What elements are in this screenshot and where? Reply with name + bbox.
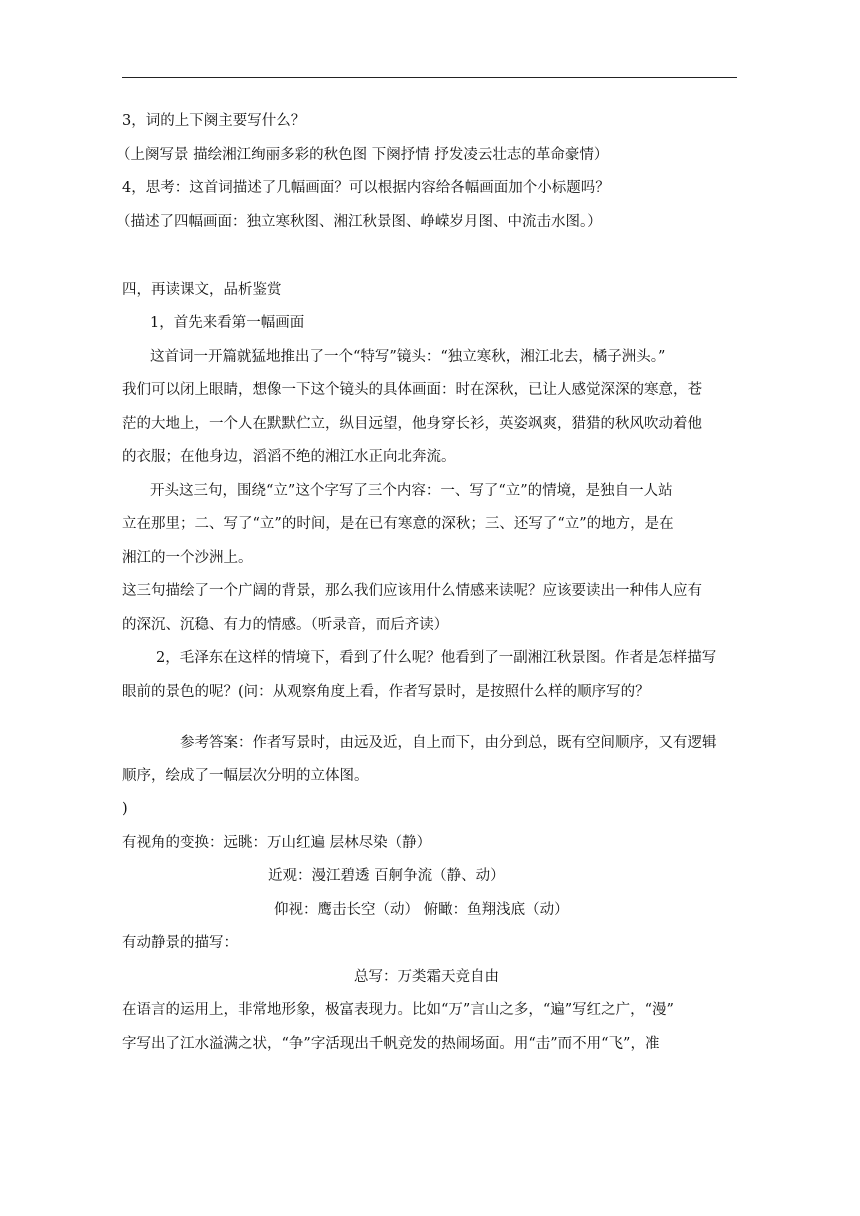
paragraph-line: 茫的大地上，一个人在默默伫立，纵目远望，他身穿长衫，英姿飒爽，猎猎的秋风吹动着他 bbox=[122, 416, 702, 432]
subheading-1: 1，首先来看第一幅画面 bbox=[150, 315, 305, 331]
reference-answer: 参考答案：作者写景时，由远及近，自上而下，由分到总，既有空间顺序，又有逻辑 bbox=[180, 735, 717, 751]
perspective-line: 仰视：鹰击长空（动） 俯瞰：鱼翔浅底（动） bbox=[274, 902, 569, 918]
paragraph-line: 有动静景的描写： bbox=[122, 935, 238, 951]
paragraph-line: 字写出了江水溢满之状，“争”字活现出千帆竞发的热闹场面。用“击”而不用“飞”，准 bbox=[122, 1036, 660, 1052]
paragraph-line: 2，毛泽东在这样的情境下，看到了什么呢？他看到了一副湘江秋景图。作者是怎样描写 bbox=[156, 650, 717, 666]
paragraph-line: 这首词一开篇就猛地推出了一个“特写”镜头：“独立寒秋，湘江北去，橘子洲头。” bbox=[150, 349, 666, 365]
answer-4: （描述了四幅画面：独立寒秋图、湘江秋景图、峥嵘岁月图、中流击水图。） bbox=[116, 214, 602, 230]
paragraph-line: 开头这三句，围绕“立”这个字写了三个内容：一、写了“立”的情境，是独自一人站 bbox=[150, 483, 673, 499]
question-4: 4，思考：这首词描述了几幅画面？可以根据内容给各幅画面加个小标题吗？ bbox=[122, 180, 610, 196]
question-3: 3，词的上下阕主要写什么？ bbox=[122, 113, 306, 129]
paragraph-line: 我们可以闭上眼睛，想像一下这个镜头的具体画面：时在深秋，已让人感觉深深的寒意，苍 bbox=[122, 382, 702, 398]
perspective-line: 有视角的变换：远眺：万山红遍 层林尽染（静） bbox=[122, 835, 432, 851]
summary-line: 总写：万类霜天竞自由 bbox=[354, 969, 499, 985]
paragraph-line: 的深沉、沉稳、有力的情感。（听录音，而后齐读） bbox=[122, 617, 449, 633]
paragraph-line: 的衣服；在他身边，滔滔不绝的湘江水正向北奔流。 bbox=[122, 449, 456, 465]
paragraph-line: 立在那里；二、写了“立”的时间，是在已有寒意的深秋；三、还写了“立”的地方，是在 bbox=[122, 516, 674, 532]
paragraph-line: 在语言的运用上，非常地形象，极富表现力。比如“万”言山之多，“遍”写红之广，“漫” bbox=[122, 1002, 674, 1018]
perspective-line: 近观：漫江碧透 百舸争流（静、动） bbox=[268, 868, 505, 884]
answer-3: （上阕写景 描绘湘江绚丽多彩的秋色图 下阕抒情 抒发凌云壮志的革命豪情） bbox=[116, 147, 609, 163]
paragraph-line: 湘江的一个沙洲上。 bbox=[122, 550, 253, 566]
closing-paren: ) bbox=[122, 801, 128, 817]
section-heading: 四，再读课文，品析鉴赏 bbox=[122, 282, 282, 298]
paragraph-line: 这三句描绘了一个广阔的背景，那么我们应该用什么情感来读呢？应该要读出一种伟人应有 bbox=[122, 583, 702, 599]
header-rule bbox=[122, 77, 737, 78]
paragraph-line: 眼前的景色的呢？(问：从观察角度上看，作者写景时，是按照什么样的顺序写的？ bbox=[122, 684, 650, 700]
reference-answer: 顺序，绘成了一幅层次分明的立体图。 bbox=[122, 768, 369, 784]
